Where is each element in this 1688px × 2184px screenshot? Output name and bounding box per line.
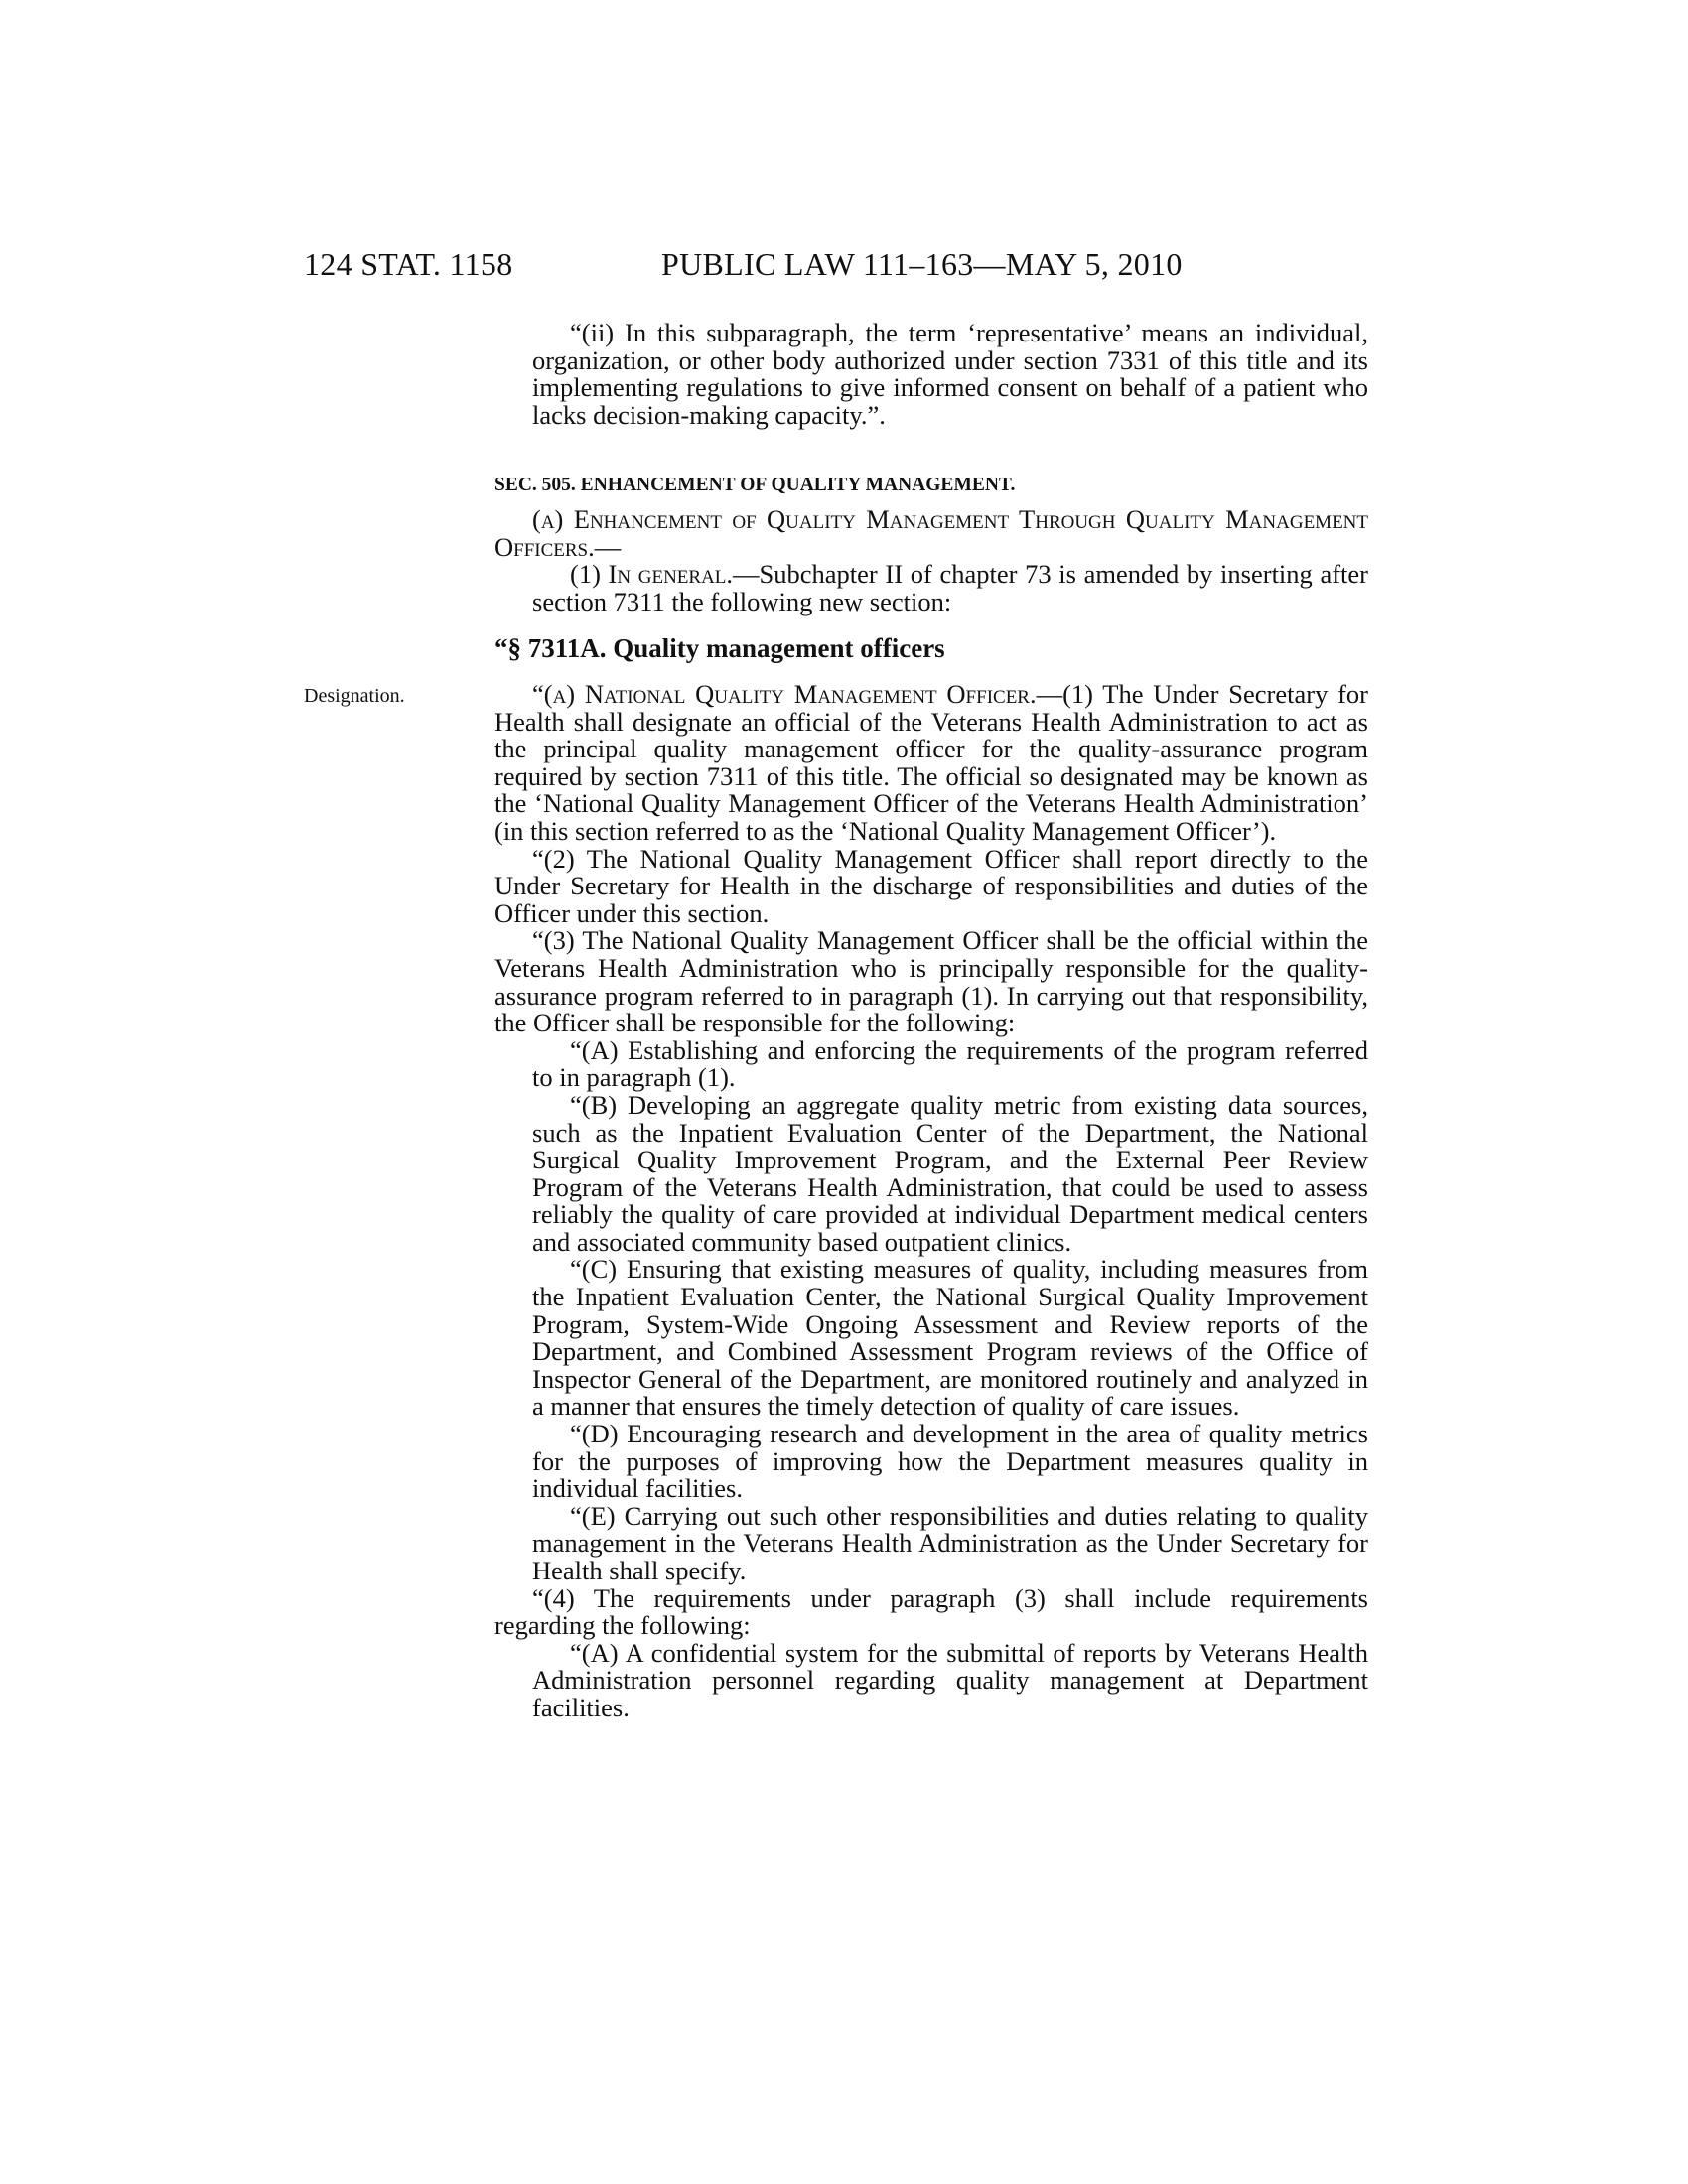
subparagraph-e: “(E) Carrying out such other responsibilities and duties relating to quality management in the Veterans Health Administration as the Under Secretary for Health shall specify. [532, 1500, 1368, 1585]
in-general-label: (1) In general. [570, 559, 734, 590]
subparagraph-b: “(B) Developing an aggregate quality metric from existing data sources, such as the Inpatient Evaluation Center of the Department, the National Surgical Quality Improvement Program, and the External Peer Review Program of the Veterans Health Administration, that could be used to assess reliably the quality of care provided at individual Department medical centers and associated community based outpatient clinics. [532, 1089, 1368, 1257]
margin-note: Designation. [304, 685, 405, 707]
section-title: SEC. 505. ENHANCEMENT OF QUALITY MANAGEMENT. [494, 475, 1016, 495]
in-general-text: —Subchapter II of chapter 73 is amended by inserting after section 7311 the following new section: [532, 559, 1368, 616]
paragraph-3: “(3) The National Quality Management Officer shall be the official within the Veterans Health Administration who is principally responsible for the quality-assurance program referred to in paragraph (1). In carrying out that responsibility, the Officer shall be responsible for the following: [494, 925, 1368, 1038]
paragraph-4-subparagraph-a: “(A) A confidential system for the submittal of reports by Veterans Health Administration personnel regarding quality management at Department facilities. [532, 1637, 1368, 1722]
paragraph-4: “(4) The requirements under paragraph (3) shall include requirements regarding the following: [494, 1582, 1368, 1641]
subsection-a-paragraph-1 [494, 681, 1368, 846]
subparagraph-c: “(C) Ensuring that existing measures of quality, including measures from the Inpatient Evaluation Center, the National Surgical Quality Improvement Program, System-Wide Ongoing Assessment and Review reports of the Department, and Combined Assessment Program reviews of the Office of Inspector General of the Department, are monitored routinely and analyzed in a manner that ensures the timely detection of quality of care issues. [532, 1254, 1368, 1422]
subparagraph-a: “(A) Establishing and enforcing the requirements of the program referred to in paragraph (1). [532, 1034, 1368, 1093]
running-header: PUBLIC LAW 111–163—MAY 5, 2010 [661, 246, 1183, 282]
section-7311a-body [494, 681, 1368, 1722]
paragraph-1-general [494, 561, 1368, 615]
subparagraph-ii-block [494, 320, 1368, 429]
subparagraph-d: “(D) Encouraging research and development in the area of quality metrics for the purposes of improving how the Department measures quality in individual facilities. [532, 1419, 1368, 1504]
subsection-a-heading: (a) Enhancement of Quality Management Through Quality Management Officers.— [494, 504, 1368, 562]
subsection-a-block [494, 506, 1368, 615]
subsection-a-text: —(1) The Under Secretary for Health shall designate an official of the Veterans Health Administration to act as the principal quality management officer for the quality-assurance program required by section 7311 of this title. The official so designated may be known as the ‘National Quality Management Officer of the Veterans Health Administration’ (in this section referred to as the ‘National Quality Management Officer’). [494, 679, 1368, 846]
section-7311a-heading: “§ 7311A. Quality management officers [494, 633, 945, 663]
subsection-a-label: “(a) National Quality Management Officer. [532, 679, 1037, 709]
page-stat-number: 124 STAT. 1158 [304, 246, 513, 282]
subparagraph-ii: “(ii) In this subparagraph, the term ‘representative’ means an individual, organization, or other body authorized under section 7331 of this title and its implementing regulations to give informed consent on behalf of a patient who lacks decision-making capacity.”. [532, 318, 1368, 430]
paragraph-2: “(2) The National Quality Management Officer shall report directly to the Under Secretary for Health in the discharge of responsibilities and duties of the Officer under this section. [494, 843, 1368, 928]
